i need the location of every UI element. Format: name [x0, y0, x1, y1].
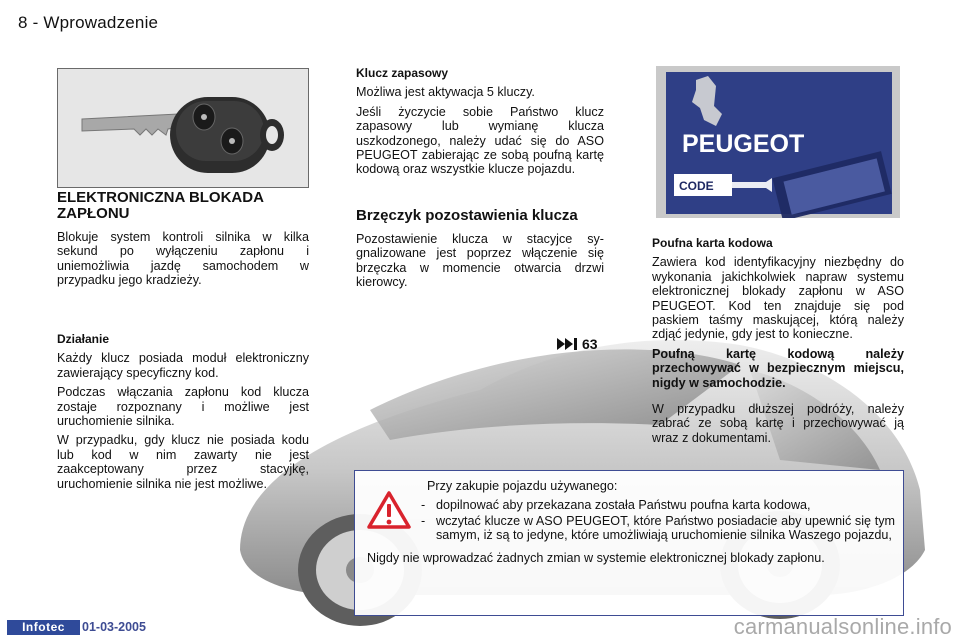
warning-list-item: - wczytać klucze w ASO PEUGEOT, które Państwo posiadacie aby upewnić się tym samym, iż są to jedyne, które umożliwiają uruchomienie silnika Waszego pojazdu, [421, 514, 895, 542]
code-card-paragraph: W przypadku dłuższej podróży, należy zabrać ze sobą kartę i przechowywać ją wraz z dokumentami. [652, 402, 904, 445]
buzzer-paragraph: Pozostawienie klucza w stacyjce sygnalizowane jest poprzez włączenie się brzęczka w momencie otwarcia drzwi kierowcy. [356, 232, 604, 290]
infotec-badge: Infotec [7, 620, 80, 635]
operation-paragraph: W przypadku, gdy klucz nie posiada kodu lub kod w nim zawarty nie jest zaakceptowany przez stacyjkę, uruchomienie silnika nie jest możliwe. [57, 433, 309, 491]
card-brand-text: PEUGEOT [682, 130, 805, 158]
spare-key-section [356, 66, 604, 182]
immobiliser-intro: Blokuje system kontroli silnika w kilka sekund po wyłączeniu zapłonu i uniemożliwia jazdę samochodem w przypadku jego kradzieży. [57, 230, 309, 288]
spare-key-paragraph: Jeśli życzycie sobie Państwo klucz zapasowy lub wymianę klucza uszkodzonego, należy udać się do ASO PEUGEOT zabierając ze sobą poufną kartę kodową oraz wszystkie klucze pojazdu. [356, 104, 604, 177]
warning-box [354, 470, 904, 616]
page-reference-number: 63 [582, 336, 598, 352]
warning-triangle-icon [367, 491, 411, 529]
buzzer-section [356, 208, 604, 295]
code-card-section [652, 236, 904, 450]
code-card-image [656, 66, 900, 218]
watermark: carmanualsonline.info [733, 614, 952, 639]
page-reference-link[interactable] [556, 336, 598, 352]
operation-heading: Działanie [57, 332, 110, 346]
immobiliser-heading: ELEKTRONICZNA BLOKADA ZAPŁONU [57, 189, 264, 222]
footer-date: 01-03-2005 [82, 620, 146, 634]
warning-list [417, 498, 895, 544]
buzzer-heading: Brzęczyk pozostawienia klucza [356, 207, 578, 224]
key-fob-image [57, 68, 309, 188]
operation-paragraph: Podczas włączania zapłonu kod klucza zostaje rozpoznany i możliwe jest uruchomienie silnika. [57, 385, 309, 429]
operation-section [57, 332, 309, 496]
warning-list-item: - dopilnować aby przekazana została Państwu poufna karta kodowa, [421, 498, 811, 512]
page-title: 8 - Wprowadzenie [18, 13, 159, 32]
card-code-text: CODE [679, 179, 714, 193]
code-card-heading: Poufna karta kodowa [652, 236, 773, 250]
spare-key-heading: Klucz zapasowy [356, 66, 449, 80]
warning-footer: Nigdy nie wprowadzać żadnych zmian w systemie elektronicznej blokady zapłonu. [367, 551, 825, 565]
spare-key-paragraph: Możliwa jest aktywacja 5 kluczy. [356, 85, 535, 100]
operation-paragraph: Każdy klucz posiada moduł elektroniczny zawierający specyficzny kod. [57, 351, 309, 380]
immobiliser-section [57, 190, 309, 293]
code-card-warning: Poufną kartę kodową należy przechowywać w bezpiecznym miejscu, nigdy w samochodzie. [652, 346, 904, 390]
warning-intro: Przy zakupie pojazdu używanego: [427, 479, 618, 493]
skip-forward-icon [556, 337, 578, 351]
code-card-paragraph: Zawiera kod identyfikacyjny niezbędny do wykonania jakichkolwiek napraw systemu elektronicznej blokady zapłonu w ASO PEUGEOT. Kod ten znajduje się pod paskiem taśmy maskującej, którą należy zdjąć jedynie, gdy jest to konieczne. [652, 255, 904, 342]
